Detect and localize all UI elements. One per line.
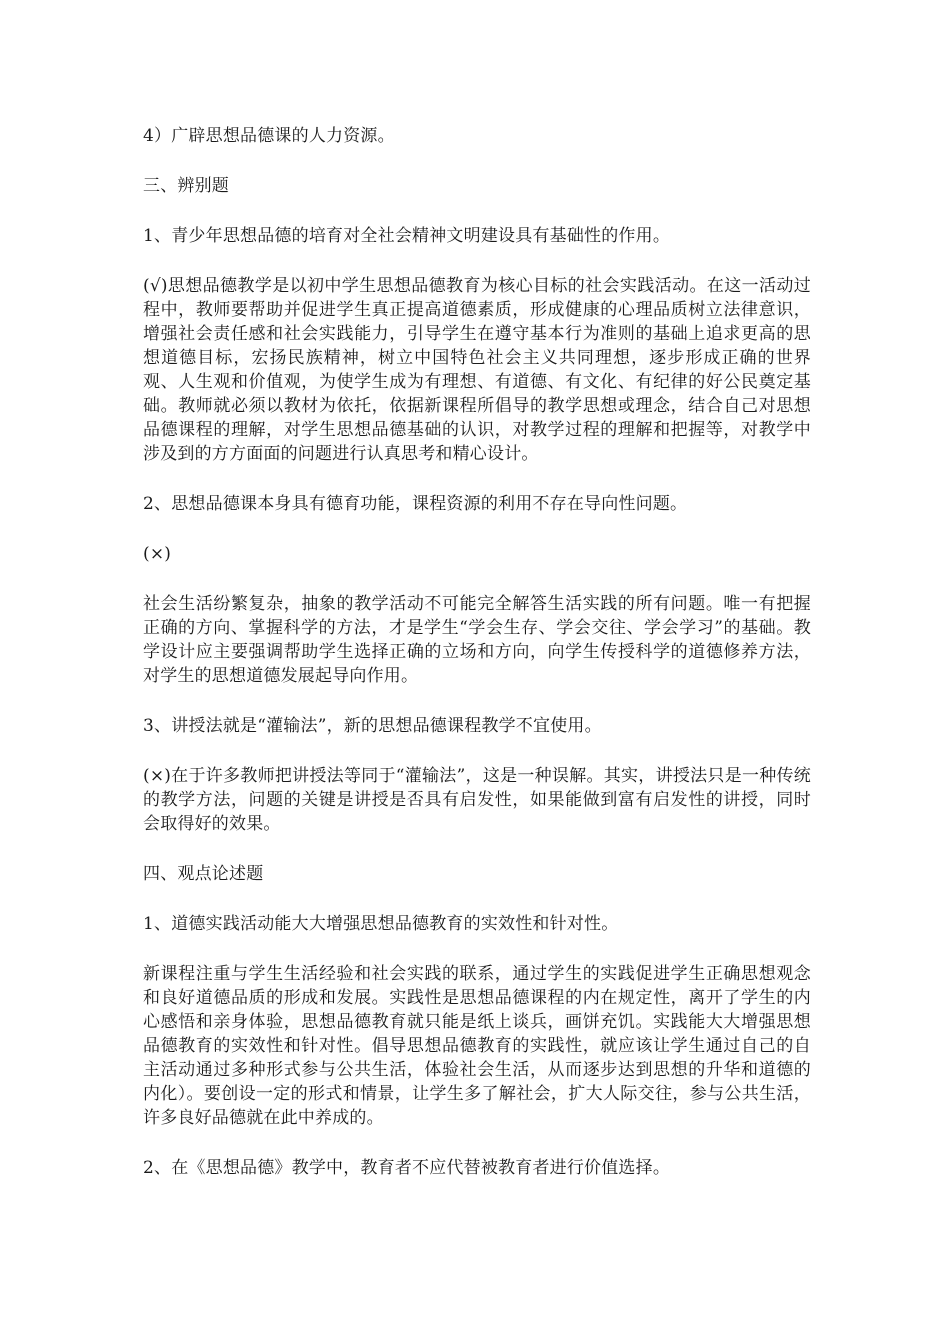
section-heading-3: 三、辨别题	[143, 176, 229, 196]
answer-1: (√)思想品德教学是以初中学生思想品德教育为核心目标的社会实践活动。在这一活动过程中，教师要帮助并促进学生真正提高道德素质，形成健康的心理品质树立法律意识，增强社会责任感和社会实践能力，引导学生在遵守基本行为准则的基础上追求更高的思想道德目标，宏扬民族精神，树立中国特色社会主义共同理想，逐步形成正确的世界观、人生观和价值观，为使学生成为有理想、有道德、有文化、有纪律的好公民奠定基础。教师就必须以教材为依托，依据新课程所倡导的教学思想或理念，结合自己对思想品德课程的理解，对学生思想品德基础的认识，对教学过程的理解和把握等，对教学中涉及到的方方面面的问题进行认真思考和精心设计。	[143, 276, 811, 464]
list-item-4: 4）广辟思想品德课的人力资源。	[143, 126, 395, 146]
document-body	[143, 124, 811, 1180]
question-2: 2、思想品德课本身具有德育功能，课程资源的利用不存在导向性问题。	[143, 494, 688, 514]
question-4-2: 2、在《思想品德》教学中，教育者不应代替被教育者进行价值选择。	[143, 1158, 671, 1178]
answer-2-mark: (×)	[143, 544, 172, 564]
answer-2: 社会生活纷繁复杂，抽象的教学活动不可能完全解答生活实践的所有问题。唯一有把握正确的方向、掌握科学的方法，才是学生“学会生存、学会交往、学会学习”的基础。教学设计应主要强调帮助学生选择正确的立场和方向，向学生传授科学的道德修养方法，对学生的思想道德发展起导向作用。	[143, 594, 811, 686]
question-4-1: 1、道德实践活动能大大增强思想品德教育的实效性和针对性。	[143, 914, 619, 934]
question-3: 3、讲授法就是“灌输法”，新的思想品德课程教学不宜使用。	[143, 716, 602, 736]
answer-3: (×)在于许多教师把讲授法等同于“灌输法”，这是一种误解。其实，讲授法只是一种传统的教学方法，问题的关键是讲授是否具有启发性，如果能做到富有启发性的讲授，同时会取得好的效果。	[143, 766, 811, 834]
section-heading-4: 四、观点论述题	[143, 864, 264, 884]
question-1: 1、青少年思想品德的培育对全社会精神文明建设具有基础性的作用。	[143, 226, 671, 246]
answer-4-1: 新课程注重与学生生活经验和社会实践的联系，通过学生的实践促进学生正确思想观念和良好道德品质的形成和发展。实践性是思想品德课程的内在规定性，离开了学生的内心感悟和亲身体验，思想品德教育就只能是纸上谈兵，画饼充饥。实践能大大增强思想品德教育的实效性和针对性。倡导思想品德教育的实践性，就应该让学生通过自己的自主活动通过多种形式参与公共生活，体验社会生活，从而逐步达到思想的升华和道德的内化）。要创设一定的形式和情景，让学生多了解社会，扩大人际交往，参与公共生活，许多良好品德就在此中养成的。	[143, 964, 811, 1128]
